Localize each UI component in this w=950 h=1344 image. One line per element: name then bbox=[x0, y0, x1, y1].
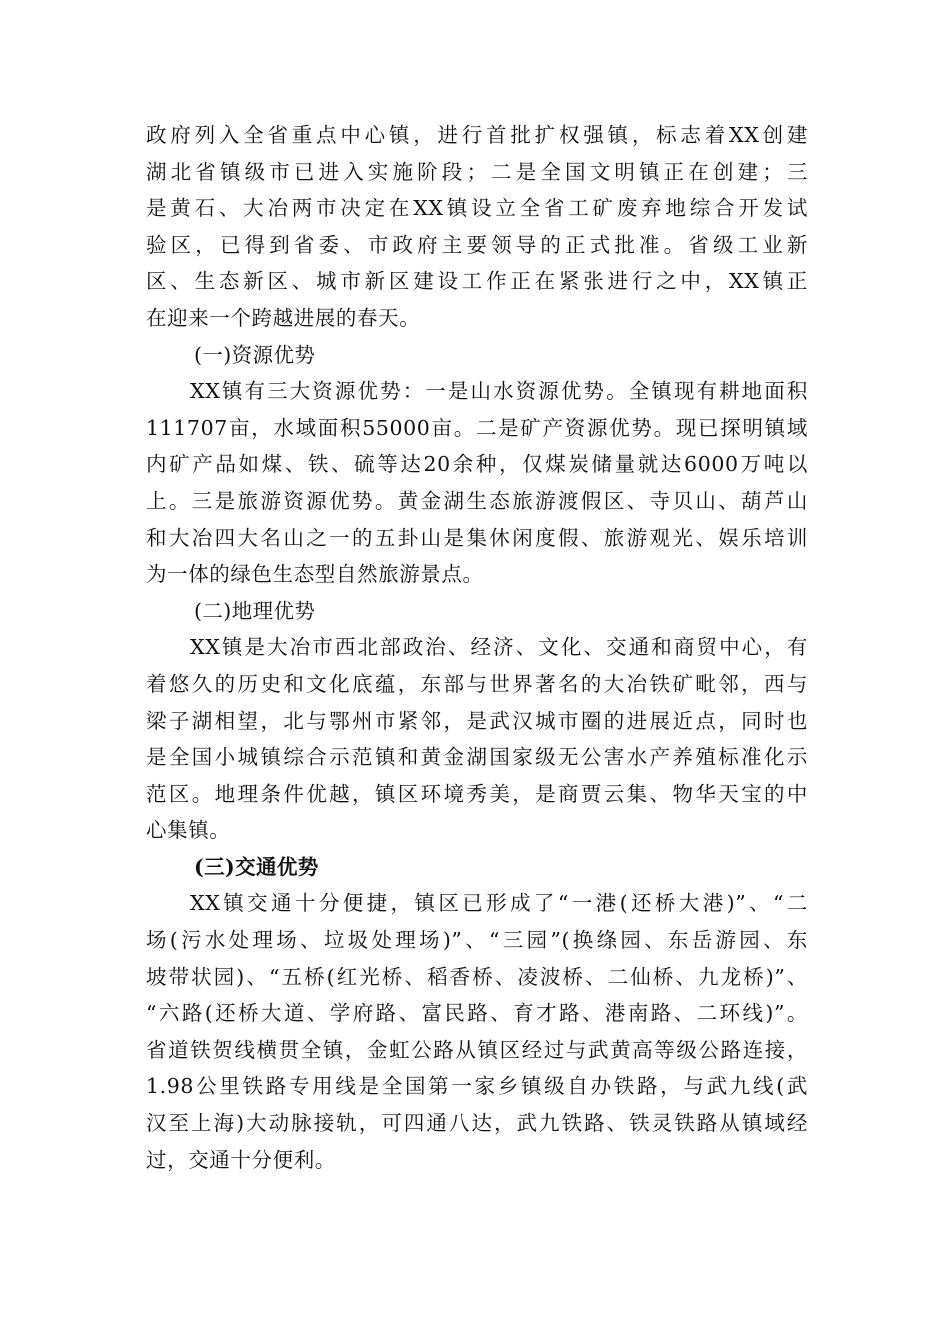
text-line: XX镇是大冶市西北部政治、经济、文化、交通和商贸中心，有 bbox=[190, 635, 808, 660]
text-line: 坡带状园)、“五桥(红光桥、稻香桥、凌波桥、二仙桥、九龙桥)”、 bbox=[146, 964, 808, 989]
text-line: 在迎来一个跨越进展的春天。 bbox=[146, 305, 421, 330]
text-line: 是黄石、大冶两市决定在XX镇设立全省工矿废弃地综合开发试 bbox=[146, 196, 808, 221]
text-line: 区、生态新区、城市新区建设工作正在紧张进行之中，XX镇正 bbox=[146, 269, 808, 294]
text-line: 111707亩，水域面积55000亩。二是矿产资源优势。现已探明镇域 bbox=[146, 415, 808, 440]
text-line: 1.98公里铁路专用线是全国第一家乡镇级自办铁路，与武九线(武 bbox=[146, 1074, 808, 1099]
text-line: 范区。地理条件优越，镇区环境秀美，是商贾云集、物华天宝的中 bbox=[146, 781, 808, 806]
transport-paragraph bbox=[146, 885, 808, 1178]
section-heading-geography: (二)地理优势 bbox=[194, 598, 316, 623]
section-heading-resources: (一)资源优势 bbox=[194, 342, 316, 367]
text-line: 和大冶四大名山之一的五卦山是集休闲度假、旅游观光、娱乐培训 bbox=[146, 525, 808, 550]
intro-paragraph bbox=[146, 117, 808, 337]
text-line: 着悠久的历史和文化底蕴，东部与世界著名的大冶铁矿毗邻，西与 bbox=[146, 671, 808, 696]
resources-paragraph bbox=[146, 373, 808, 593]
text-line: 心集镇。 bbox=[146, 818, 231, 843]
text-line: 上。三是旅游资源优势。黄金湖生态旅游渡假区、寺贝山、葫芦山 bbox=[146, 488, 808, 513]
text-line: 汉至上海)大动脉接轨，可四通八达，武九铁路、铁灵铁路从镇域经 bbox=[146, 1111, 808, 1136]
text-line: XX镇有三大资源优势：一是山水资源优势。全镇现有耕地面积 bbox=[190, 379, 808, 404]
text-line: 场(污水处理场、垃圾处理场)”、“三园”(换绦园、东岳游园、东 bbox=[146, 928, 808, 953]
text-line: 过，交通十分便利。 bbox=[146, 1147, 336, 1172]
geography-paragraph bbox=[146, 629, 808, 849]
text-line: 梁子湖相望，北与鄂州市紧邻，是武汉城市圈的进展近点，同时也 bbox=[146, 708, 808, 733]
document-page bbox=[146, 117, 808, 1178]
text-line: 湖北省镇级市已进入实施阶段；二是全国文明镇正在创建；三 bbox=[146, 159, 808, 184]
section-heading-transport: (三)交通优势 bbox=[194, 854, 319, 879]
text-line: 是全国小城镇综合示范镇和黄金湖国家级无公害水产养殖标准化示 bbox=[146, 745, 808, 770]
text-line: 省道铁贺线横贯全镇，金虹公路从镇区经过与武黄高等级公路连接， bbox=[146, 1037, 808, 1062]
text-line: 验区，已得到省委、市政府主要领导的正式批准。省级工业新 bbox=[146, 232, 808, 257]
text-line: 内矿产品如煤、铁、硫等达20余种，仅煤炭储量就达6000万吨以 bbox=[146, 452, 808, 477]
text-line: “六路(还桥大道、学府路、富民路、育才路、港南路、二环线)”。 bbox=[146, 1001, 808, 1026]
text-line: 为一体的绿色生态型自然旅游景点。 bbox=[146, 562, 484, 587]
text-line: XX镇交通十分便捷，镇区已形成了“一港(还桥大港)”、“二 bbox=[190, 891, 808, 916]
text-line: 政府列入全省重点中心镇，进行首批扩权强镇，标志着XX创建 bbox=[146, 123, 808, 147]
